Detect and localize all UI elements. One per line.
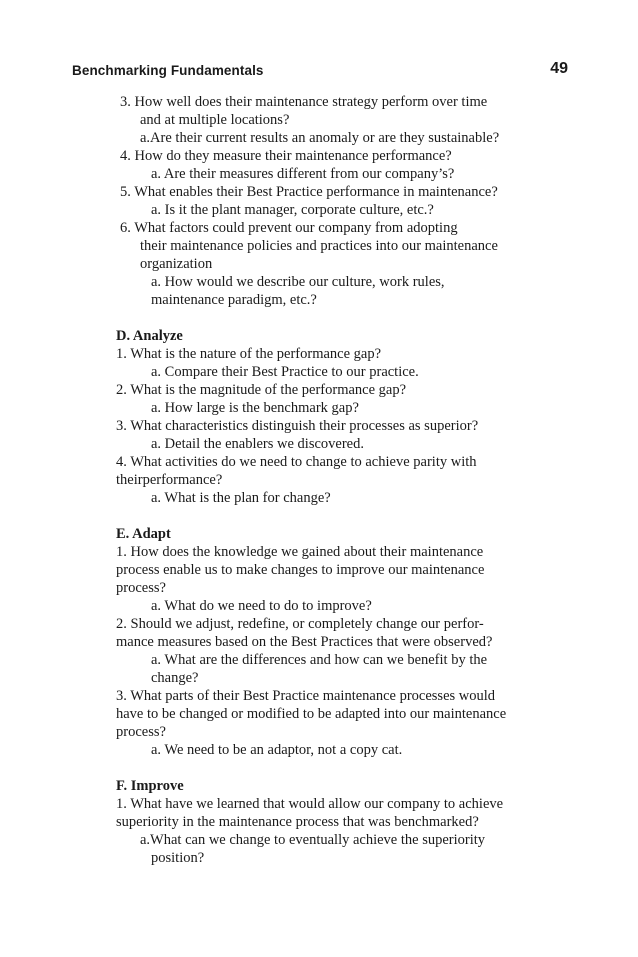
text-line: 2. Should we adjust, redefine, or completely change our perfor-	[116, 616, 484, 632]
text-line: a.Are their current results an anomaly or are they sustainable?	[140, 130, 500, 146]
text-line: a. What are the differences and how can we benefit by the	[151, 652, 488, 668]
text-line: a. How would we describe our culture, work rules,	[151, 274, 445, 290]
text-line: a. We need to be an adaptor, not a copy cat.	[151, 742, 403, 758]
text-line: 4. What activities do we need to change to achieve parity with	[116, 454, 477, 470]
text-line: process enable us to make changes to improve our maintenance	[116, 562, 485, 578]
text-line: organization	[140, 256, 213, 272]
text-line: mance measures based on the Best Practices that were observed?	[116, 634, 493, 650]
text-line: a. What is the plan for change?	[151, 490, 331, 506]
text-line: 6. What factors could prevent our company from adopting	[120, 220, 458, 236]
text-line: maintenance paradigm, etc.?	[151, 292, 317, 308]
text-line: 3. What characteristics distinguish their processes as superior?	[116, 418, 479, 434]
text-line: have to be changed or modified to be adapted into our maintenance	[116, 706, 507, 722]
section-heading-analyze: D. Analyze	[116, 328, 183, 344]
text-line: 1. What is the nature of the performance gap?	[116, 346, 382, 362]
text-line: 3. What parts of their Best Practice maintenance processes would	[116, 688, 496, 704]
text-line: theirperformance?	[116, 472, 223, 488]
text-line: change?	[151, 670, 199, 686]
section-heading-adapt: E. Adapt	[116, 526, 171, 542]
text-line: a. How large is the benchmark gap?	[151, 400, 359, 416]
text-line: a.What can we change to eventually achieve the superiority	[140, 832, 486, 848]
text-line: a. Detail the enablers we discovered.	[151, 436, 364, 452]
text-line: 2. What is the magnitude of the performance gap?	[116, 382, 407, 398]
text-line: process?	[116, 580, 166, 596]
text-line: their maintenance policies and practices into our maintenance	[140, 238, 498, 254]
text-line: 4. How do they measure their maintenance performance?	[120, 148, 452, 164]
text-line: a. Are their measures different from our company’s?	[151, 166, 455, 182]
text-line: process?	[116, 724, 166, 740]
text-line: superiority in the maintenance process that was benchmarked?	[116, 814, 479, 830]
running-header-title: Benchmarking Fundamentals	[72, 63, 264, 78]
running-header	[72, 60, 568, 82]
text-line: 5. What enables their Best Practice performance in maintenance?	[120, 184, 498, 200]
text-line: a. Compare their Best Practice to our practice.	[151, 364, 419, 380]
page-number: 49	[550, 60, 568, 77]
text-line: 3. How well does their maintenance strategy perform over time	[120, 94, 488, 110]
text-line: 1. What have we learned that would allow our company to achieve	[116, 796, 504, 812]
text-line: a. Is it the plant manager, corporate culture, etc.?	[151, 202, 434, 218]
text-line: and at multiple locations?	[140, 112, 290, 128]
text-line: a. What do we need to do to improve?	[151, 598, 372, 614]
section-heading-improve: F. Improve	[116, 778, 184, 794]
text-line: position?	[151, 850, 205, 866]
text-line: 1. How does the knowledge we gained about their maintenance	[116, 544, 484, 560]
